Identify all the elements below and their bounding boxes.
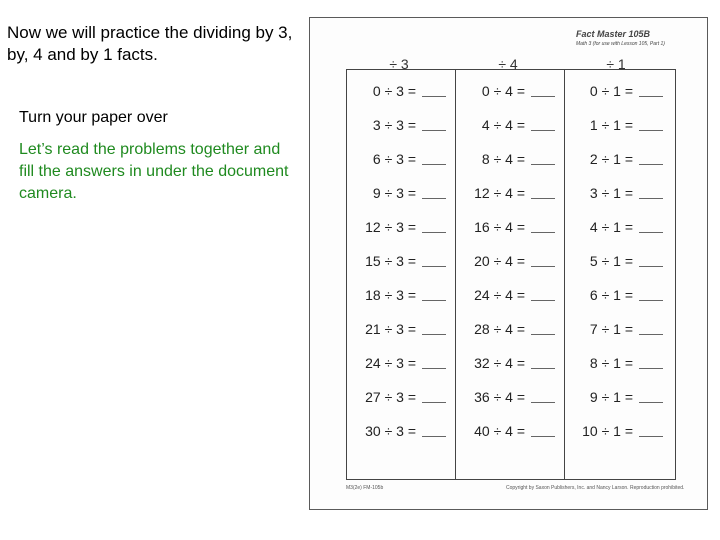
problem-item [563, 251, 663, 271]
problem-item [455, 387, 555, 407]
problem-expression: 7 ÷ 1 = [589, 321, 633, 337]
problem-item [455, 149, 555, 169]
problem-item [563, 81, 663, 101]
problem-expression: 12 ÷ 4 = [474, 185, 525, 201]
problem-expression: 12 ÷ 3 = [365, 219, 416, 235]
worksheet-subtitle: Math 3 (for use with Lesson 105, Part 1) [576, 41, 665, 47]
problem-expression: 4 ÷ 4 = [481, 117, 525, 133]
answer-blank [422, 435, 446, 437]
answer-blank [531, 333, 555, 335]
problem-expression: 6 ÷ 3 = [372, 151, 416, 167]
column-header-divide-4: ÷ 4 [498, 56, 518, 72]
problem-item [346, 421, 446, 441]
answer-blank [422, 367, 446, 369]
problem-expression: 28 ÷ 4 = [474, 321, 525, 337]
problem-item [455, 251, 555, 271]
problem-item [455, 115, 555, 135]
problem-expression: 27 ÷ 3 = [365, 389, 416, 405]
column-header-divide-3: ÷ 3 [389, 56, 409, 72]
answer-blank [422, 333, 446, 335]
answer-blank [639, 435, 663, 437]
answer-blank [639, 401, 663, 403]
worksheet-code: M3(2e) FM-105b [346, 485, 384, 491]
problem-expression: 32 ÷ 4 = [474, 355, 525, 371]
problem-expression: 20 ÷ 4 = [474, 253, 525, 269]
answer-blank [422, 163, 446, 165]
problem-item [455, 285, 555, 305]
problem-item [455, 81, 555, 101]
problem-expression: 36 ÷ 4 = [474, 389, 525, 405]
answer-blank [531, 163, 555, 165]
problem-item [455, 421, 555, 441]
problem-expression: 30 ÷ 3 = [365, 423, 416, 439]
problem-item [346, 387, 446, 407]
instruction-turn-paper: Turn your paper over [19, 109, 168, 126]
problem-expression: 24 ÷ 3 = [365, 355, 416, 371]
answer-blank [639, 333, 663, 335]
problem-expression: 24 ÷ 4 = [474, 287, 525, 303]
problem-item [346, 285, 446, 305]
problem-item [346, 353, 446, 373]
problem-expression: 8 ÷ 1 = [589, 355, 633, 371]
problem-item [346, 251, 446, 271]
answer-blank [531, 401, 555, 403]
problem-item [563, 115, 663, 135]
problem-item [563, 149, 663, 169]
answer-blank [531, 231, 555, 233]
problem-item [346, 149, 446, 169]
problem-expression: 15 ÷ 3 = [365, 253, 416, 269]
slide-title: Now we will practice the dividing by 3, by, 4 and by 1 facts. [7, 23, 293, 64]
answer-blank [639, 299, 663, 301]
problem-item [346, 183, 446, 203]
answer-blank [639, 95, 663, 97]
problem-item [455, 217, 555, 237]
answer-blank [531, 299, 555, 301]
worksheet-title: Fact Master 105B [576, 29, 651, 39]
answer-blank [422, 299, 446, 301]
problem-expression: 0 ÷ 3 = [372, 83, 416, 99]
problem-expression: 21 ÷ 3 = [365, 321, 416, 337]
answer-blank [422, 231, 446, 233]
answer-blank [531, 95, 555, 97]
worksheet-image [309, 17, 708, 510]
problem-item [563, 421, 663, 441]
problem-item [346, 115, 446, 135]
problem-expression: 1 ÷ 1 = [589, 117, 633, 133]
problem-item [455, 353, 555, 373]
answer-blank [639, 197, 663, 199]
problem-item [346, 81, 446, 101]
problem-expression: 18 ÷ 3 = [365, 287, 416, 303]
answer-blank [639, 163, 663, 165]
problem-expression: 5 ÷ 1 = [589, 253, 633, 269]
answer-blank [639, 367, 663, 369]
answer-blank [422, 129, 446, 131]
problem-expression: 8 ÷ 4 = [481, 151, 525, 167]
problem-expression: 10 ÷ 1 = [582, 423, 633, 439]
answer-blank [639, 129, 663, 131]
problem-item [346, 319, 446, 339]
problem-item [563, 183, 663, 203]
answer-blank [531, 367, 555, 369]
problem-expression: 0 ÷ 1 = [589, 83, 633, 99]
answer-blank [639, 265, 663, 267]
problem-expression: 2 ÷ 1 = [589, 151, 633, 167]
copyright-notice: Copyright by Saxon Publishers, Inc. and Nancy Larson. Reproduction prohibited. [506, 485, 685, 491]
problem-item [563, 387, 663, 407]
problem-item [455, 183, 555, 203]
problem-expression: 9 ÷ 1 = [589, 389, 633, 405]
problem-expression: 0 ÷ 4 = [481, 83, 525, 99]
instruction-read-together: Let’s read the problems together and fill the answers in under the document camera. [19, 141, 289, 202]
problem-item [563, 353, 663, 373]
answer-blank [531, 129, 555, 131]
answer-blank [639, 231, 663, 233]
answer-blank [422, 401, 446, 403]
problem-expression: 3 ÷ 1 = [589, 185, 633, 201]
answer-blank [422, 265, 446, 267]
problem-expression: 6 ÷ 1 = [589, 287, 633, 303]
problem-expression: 16 ÷ 4 = [474, 219, 525, 235]
problem-item [455, 319, 555, 339]
problem-item [346, 217, 446, 237]
problem-expression: 9 ÷ 3 = [372, 185, 416, 201]
problem-expression: 4 ÷ 1 = [589, 219, 633, 235]
answer-blank [422, 197, 446, 199]
answer-blank [422, 95, 446, 97]
answer-blank [531, 265, 555, 267]
problem-expression: 3 ÷ 3 = [372, 117, 416, 133]
column-header-divide-1: ÷ 1 [606, 56, 626, 72]
answer-blank [531, 197, 555, 199]
problem-item [563, 319, 663, 339]
problem-expression: 40 ÷ 4 = [474, 423, 525, 439]
answer-blank [531, 435, 555, 437]
problem-item [563, 217, 663, 237]
problem-item [563, 285, 663, 305]
